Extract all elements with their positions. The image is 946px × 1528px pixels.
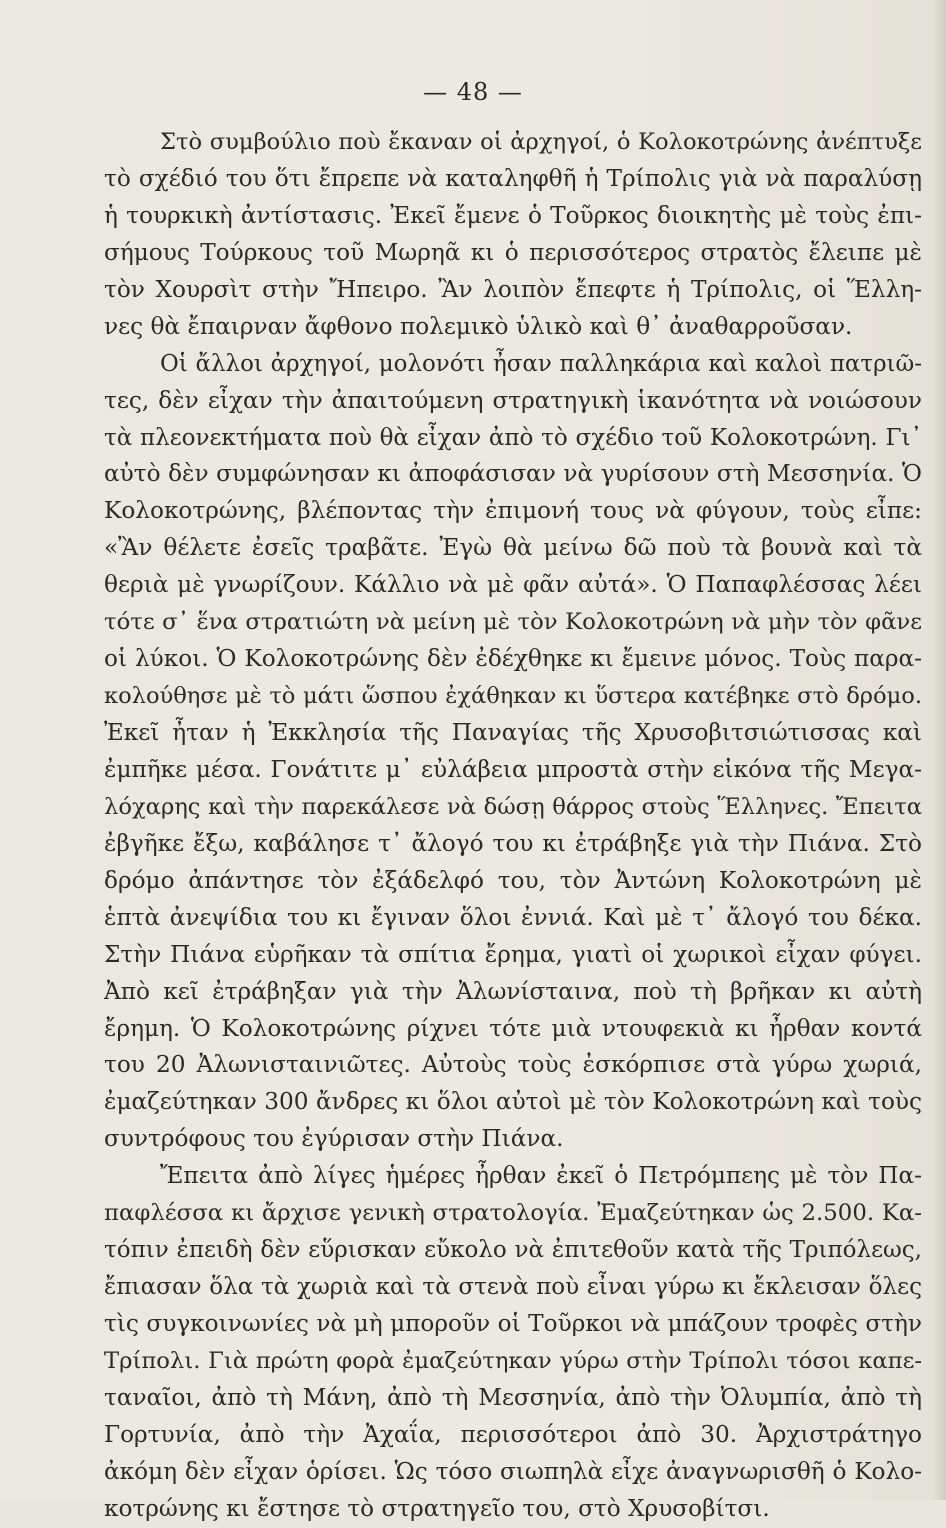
- text-line: Γορτυνία, ἀπὸ τὴν Ἀχαΐα, περισσότεροι ἀπὸ 30. Ἀρχιστράτηγο: [104, 1420, 922, 1448]
- text-line: ἐμπῆκε μέσα. Γονάτιτε μ᾽ εὐλάβεια μπροστὰ στὴν εἰκόνα τῆς Μεγα-: [104, 755, 922, 783]
- text-line: Κολοκοτρώνης, βλέποντας τὴν ἐπιμονή τους νὰ φύγουν, τοὺς εἶπε:: [104, 497, 922, 525]
- text-line: του 20 Ἀλωνισταινιῶτες. Αὐτοὺς τοὺς ἐσκόρπισε στὰ γύρω χωριά,: [104, 1051, 922, 1079]
- text-line: τὶς συγκοινωνίες νὰ μὴ μποροῦν οἱ Τοῦρκοι νὰ μπάζουν τροφὲς στὴν: [104, 1310, 922, 1337]
- text-line: σήμους Τούρκους τοῦ Μωρηᾶ κι ὁ περισσότερος στρατὸς ἔλειπε μὲ: [104, 238, 922, 266]
- text-line: ἀκόμη δὲν εἶχαν ὁρίσει. Ὡς τόσο σιωπηλὰ εἶχε ἀναγνωρισθῆ ὁ Κολο-: [104, 1457, 922, 1485]
- text-line: ἐμαζεύτηκαν 300 ἄνδρες κι ὅλοι αὐτοὶ μὲ τὸν Κολοκοτρώνη καὶ τοὺς: [104, 1088, 922, 1116]
- text-line: Ἀπὸ κεῖ ἐτράβηξαν γιὰ τὴν Ἀλωνίσταινα, ποὺ τὴ βρῆκαν κι αὐτὴ: [104, 977, 922, 1005]
- text-line: ἡ τουρκικὴ ἀντίστασις. Ἐκεῖ ἔμενε ὁ Τοῦρκος διοικητὴς μὲ τοὺς ἐπι-: [104, 201, 922, 229]
- text-line: κολούθησε μὲ τὸ μάτι ὥσπου ἐχάθηκαν κι ὕστερα κατέβηκε στὸ δρόμο.: [104, 683, 922, 710]
- text-line: ἑπτὰ ἀνεψίδια του κι ἔγιναν ὅλοι ἐννιά. Καὶ μὲ τ᾽ ἄλογό του δέκα.: [104, 903, 922, 931]
- text-line: παφλέσσα κι ἄρχισε γενικὴ στρατολογία. Ἐμαζεύτηκαν ὡς 2.500. Κα-: [104, 1200, 922, 1227]
- text-line: τότε σ᾽ ἕνα στρατιώτη νὰ μείνη μὲ τὸν Κολοκοτρώνη νὰ μὴν τὸν φᾶνε: [104, 609, 922, 636]
- text-line: νες θὰ ἔπαιρναν ἄφθονο πολεμικὸ ὑλικὸ καὶ θ᾽ ἀναθαρροῦσαν.: [104, 312, 853, 340]
- text-line: Τρίπολι. Γιὰ πρώτη φορὰ ἐμαζεύτηκαν γύρω στὴν Τρίπολι τόσοι καπε-: [104, 1347, 922, 1374]
- text-line: κοτρώνης κι ἔστησε τὸ στρατηγεῖο του, στὸ Χρυσοβίτσι.: [104, 1494, 770, 1522]
- text-line: τες, δὲν εἶχαν τὴν ἀπαιτούμενη στρατηγικὴ ἱκανότητα νὰ νοιώσουν: [104, 386, 922, 414]
- text-line: ταναῖοι, ἀπὸ τὴ Μάνη, ἀπὸ τὴ Μεσσηνία, ἀπὸ τὴν Ὀλυμπία, ἀπὸ τὴ: [104, 1383, 922, 1411]
- text-line: ἔρημη. Ὁ Κολοκοτρώνης ρίχνει τότε μιὰ ντουφεκιὰ κι ἦρθαν κοντά: [104, 1014, 922, 1042]
- text-line: ἐβγῆκε ἔξω, καβάλησε τ᾽ ἄλογό του κι ἐτράβηξε γιὰ τὴν Πιάνα. Στὸ: [104, 829, 922, 857]
- text-line: τὸ σχέδιό του ὅτι ἔπρεπε νὰ καταληφθῆ ἡ Τρίπολις γιὰ νὰ παραλύσῃ: [104, 164, 922, 192]
- text-line: Ἔπειτα ἀπὸ λίγες ἡμέρες ἦρθαν ἐκεῖ ὁ Πετρόμπεης μὲ τὸν Πα-: [160, 1162, 922, 1190]
- text-line: Οἱ ἄλλοι ἀρχηγοί, μολονότι ἦσαν παλληκάρια καὶ καλοὶ πατριῶ-: [160, 350, 922, 377]
- text-line: θεριὰ μὲ γνωρίζουν. Κάλλιο νὰ μὲ φᾶν αὐτά». Ὁ Παπαφλέσσας λέει: [104, 571, 922, 599]
- text-line: τόπιν ἐπειδὴ δὲν εὕρισκαν εὔκολο νὰ ἐπιτεθοῦν κατὰ τῆς Τριπόλεως,: [104, 1237, 922, 1264]
- text-line: «Ἂν θέλετε ἐσεῖς τραβᾶτε. Ἐγὼ θὰ μείνω δῶ ποὺ τὰ βουνὰ καὶ τὰ: [104, 534, 922, 562]
- body-text: [104, 124, 922, 1528]
- page-edge-shadow: [932, 0, 946, 1500]
- text-line: αὐτὸ δὲν συμφώνησαν κι ἀποφάσισαν νὰ γυρίσουν στὴ Μεσσηνία. Ὁ: [104, 460, 922, 488]
- text-line: τὰ πλεονεκτήματα ποὺ θὰ εἶχαν ἀπὸ τὸ σχέδιο τοῦ Κολοκοτρώνη. Γι᾽: [104, 424, 922, 451]
- text-line: τὸν Χουρσὶτ στὴν Ἤπειρο. Ἂν λοιπὸν ἔπεφτε ἡ Τρίπολις, οἱ Ἕλλη-: [104, 275, 922, 303]
- text-line: ἔπιασαν ὅλα τὰ χωριὰ καὶ τὰ στενὰ ποὺ εἶναι γύρω κι ἔκλεισαν ὅλες: [104, 1274, 922, 1301]
- page-number: — 48 —: [423, 78, 523, 106]
- text-line: Ἐκεῖ ἦταν ἡ Ἐκκλησία τῆς Παναγίας τῆς Χρυσοβιτσιώτισσας καὶ: [104, 719, 922, 746]
- text-line: συντρόφους του ἐγύρισαν στὴν Πιάνα.: [104, 1125, 564, 1153]
- text-line: οἱ λύκοι. Ὁ Κολοκοτρώνης δὲν ἐδέχθηκε κι ἔμεινε μόνος. Τοὺς παρα-: [104, 645, 922, 673]
- text-line: Στὴν Πιάνα εὑρῆκαν τὰ σπίτια ἔρημα, γιατὶ οἱ χωρικοὶ εἶχαν φύγει.: [104, 940, 922, 968]
- text-line: δρόμο ἀπάντησε τὸν ἐξάδελφό του, τὸν Ἀντώνη Κολοκοτρώνη μὲ: [104, 866, 922, 894]
- text-line: λόχαρης καὶ τὴν παρεκάλεσε νὰ δώσῃ θάρρος στοὺς Ἕλληνες. Ἔπειτα: [104, 793, 922, 820]
- text-line: Στὸ συμβούλιο ποὺ ἔκαναν οἱ ἀρχηγοί, ὁ Κολοκοτρώνης ἀνέπτυξε: [160, 129, 922, 155]
